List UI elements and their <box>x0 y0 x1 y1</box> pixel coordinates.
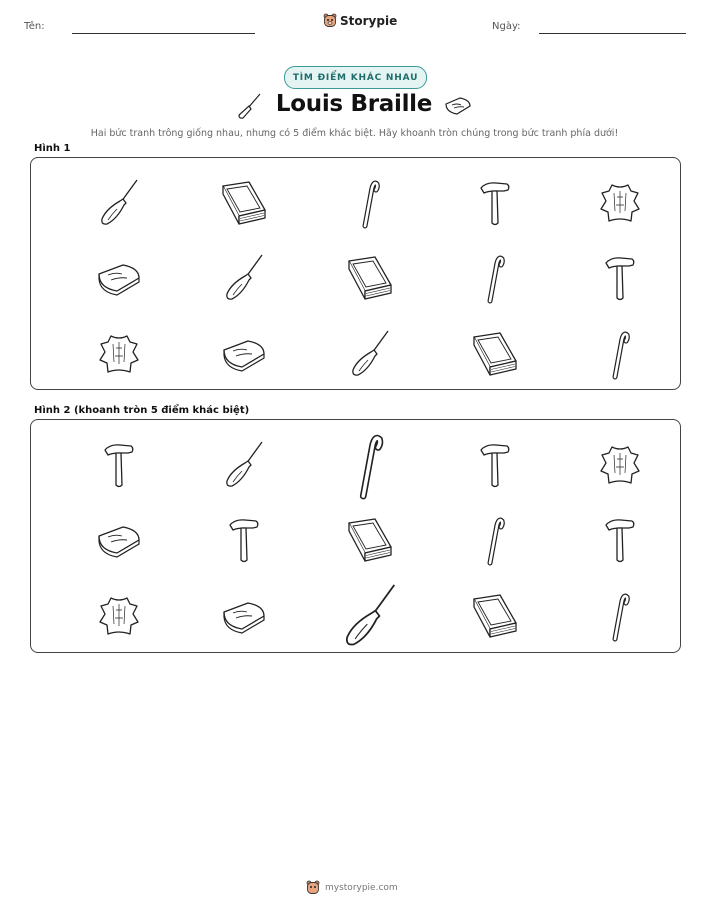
cane-icon[interactable] <box>587 585 653 647</box>
name-line[interactable] <box>72 33 255 34</box>
book-icon[interactable] <box>337 509 403 571</box>
awl-icon[interactable] <box>211 434 277 496</box>
slate-icon[interactable] <box>86 509 152 571</box>
awl-icon <box>236 92 262 120</box>
awl-icon[interactable] <box>211 247 277 309</box>
awl-icon[interactable] <box>86 172 152 234</box>
storypie-mascot-icon <box>323 13 337 29</box>
hammer-icon[interactable] <box>86 434 152 496</box>
cane-icon[interactable] <box>337 434 403 496</box>
book-icon[interactable] <box>211 172 277 234</box>
brand-name: Storypie <box>340 14 398 28</box>
footer <box>306 880 398 896</box>
slate-icon[interactable] <box>86 247 152 309</box>
footer-url: mystorypie.com <box>325 883 398 893</box>
storypie-logo <box>323 13 397 29</box>
cane-icon[interactable] <box>337 172 403 234</box>
hammer-icon[interactable] <box>462 172 528 234</box>
picture-2-panel[interactable] <box>30 419 681 653</box>
instructions: Hai bức tranh trông giống nhau, nhưng có 5 điểm khác biệt. Hãy khoanh tròn chúng trong bức tranh phía dưới! <box>90 128 619 139</box>
picture-1-label: Hình 1 <box>34 143 71 154</box>
storypie-mascot-icon <box>306 880 320 896</box>
slate-icon[interactable] <box>211 585 277 647</box>
book-icon[interactable] <box>337 247 403 309</box>
cane-icon[interactable] <box>587 323 653 385</box>
slate-icon <box>443 95 473 117</box>
book-icon[interactable] <box>462 585 528 647</box>
cane-icon[interactable] <box>462 509 528 571</box>
hide-icon[interactable] <box>587 434 653 496</box>
activity-badge: TÌM ĐIỂM KHÁC NHAU <box>284 66 427 89</box>
page-title: Louis Braille <box>275 91 433 117</box>
picture-2-label: Hình 2 (khoanh tròn 5 điểm khác biệt) <box>34 405 250 416</box>
hammer-icon[interactable] <box>211 509 277 571</box>
hammer-icon[interactable] <box>587 509 653 571</box>
book-icon[interactable] <box>462 323 528 385</box>
awl-icon[interactable] <box>337 585 403 647</box>
date-line[interactable] <box>539 33 686 34</box>
hammer-icon[interactable] <box>462 434 528 496</box>
name-label: Tên: <box>24 21 45 32</box>
hide-icon[interactable] <box>86 585 152 647</box>
hide-icon[interactable] <box>587 172 653 234</box>
date-label: Ngày: <box>492 21 521 32</box>
slate-icon[interactable] <box>211 323 277 385</box>
awl-icon[interactable] <box>337 323 403 385</box>
hide-icon[interactable] <box>86 323 152 385</box>
hammer-icon[interactable] <box>587 247 653 309</box>
picture-1-panel[interactable] <box>30 157 681 390</box>
cane-icon[interactable] <box>462 247 528 309</box>
